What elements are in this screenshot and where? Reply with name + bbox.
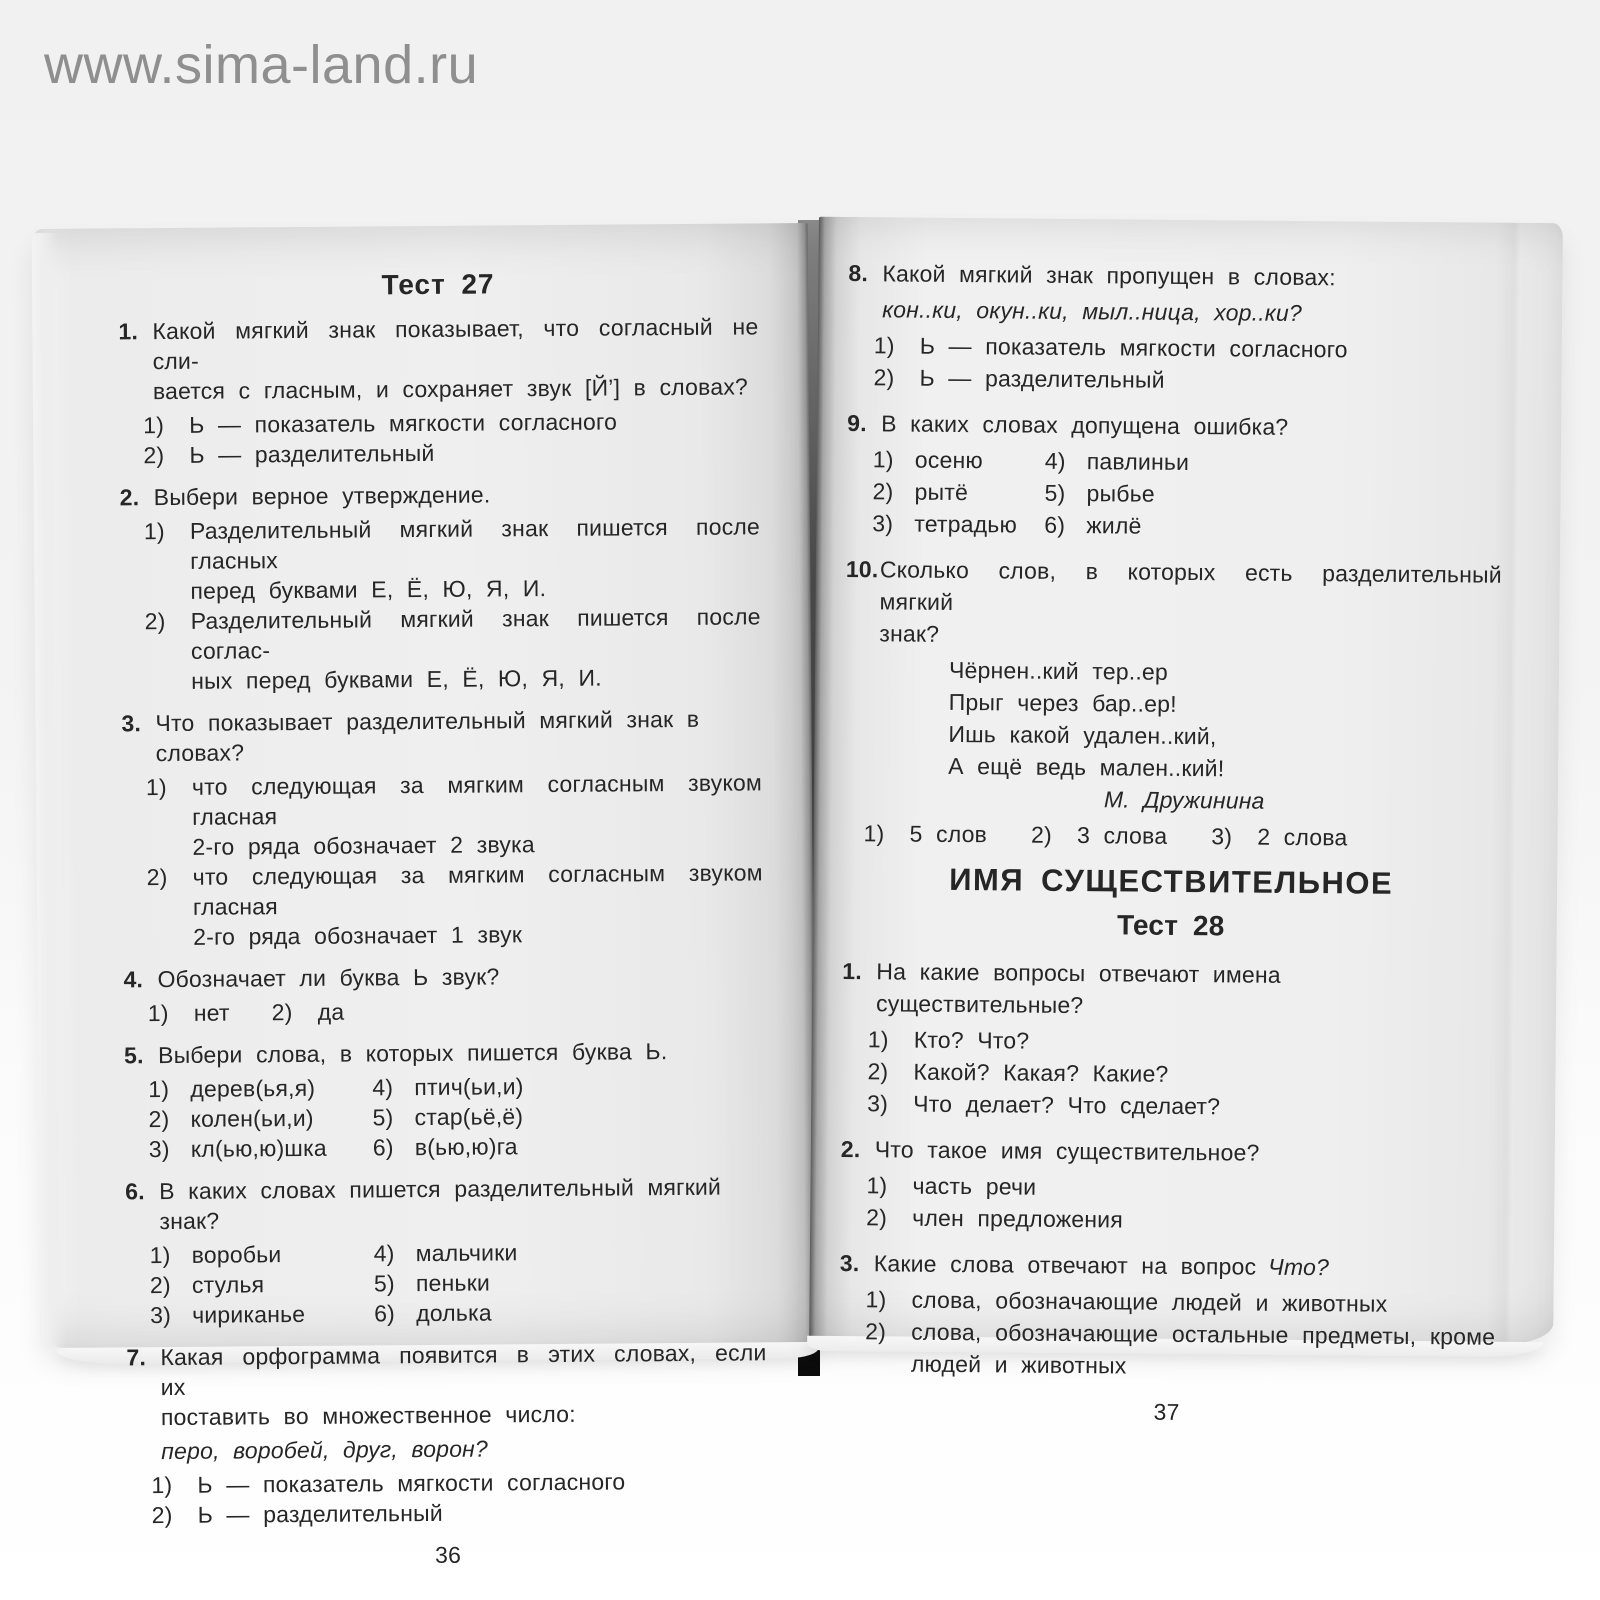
- answer-text: часть речи: [912, 1172, 1037, 1200]
- answer-item: [147, 857, 764, 952]
- answer-text-line: Разделительный мягкий знак пишется после соглас-: [190, 603, 761, 664]
- answer-text: кл(ью,ю)шка: [190, 1134, 327, 1162]
- answers: [120, 511, 761, 696]
- right-page: [809, 217, 1563, 1425]
- question-head: [123, 959, 763, 994]
- answer-marker: 1): [867, 1026, 889, 1053]
- answer-item: [867, 1087, 1497, 1124]
- answer-marker: 2): [149, 1272, 171, 1299]
- question-text: Выбери слова, в которых пишется буква Ь.: [157, 1038, 668, 1069]
- answer-text: колен(ьи,и): [190, 1104, 314, 1132]
- question-head: [847, 407, 1503, 445]
- answer-marker: 3): [867, 1090, 889, 1117]
- answer-marker: 1): [148, 1076, 170, 1103]
- question-number: 2.: [840, 1136, 861, 1163]
- answer-text-line: 2-го ряда обозначает 2 звука: [192, 831, 535, 860]
- poem-line: Прыг через бар..ер!: [948, 688, 1177, 717]
- answer-text: рытё: [914, 478, 969, 506]
- question-head: [126, 1337, 767, 1432]
- question-number: 5.: [123, 1042, 144, 1069]
- question-text: Обозначает ли буква Ь звук?: [157, 963, 500, 993]
- question-head: [845, 553, 1502, 655]
- answer-marker: 1): [865, 1286, 887, 1313]
- question-27-2: [120, 477, 762, 696]
- answer-marker: 4): [373, 1240, 395, 1267]
- answer-text: жилё: [1086, 512, 1142, 539]
- answer-marker: 1): [145, 774, 167, 801]
- question-text: [160, 1337, 767, 1432]
- answer-text-line: перед буквами Е, Ё, Ю, Я, И.: [190, 575, 547, 604]
- page-number-right: 37: [1153, 1398, 1180, 1425]
- question-text: В каких словах пишется разделительный мягкий знак?: [159, 1173, 722, 1235]
- answer-marker: 2): [148, 1106, 170, 1133]
- answer-text: Кто? Что?: [913, 1026, 1030, 1054]
- answer-text: стулья: [191, 1271, 265, 1298]
- question-number: 6.: [125, 1178, 145, 1205]
- page-number-left: 36: [434, 1541, 462, 1568]
- question-28-3: [839, 1247, 1496, 1385]
- answers-row: [843, 817, 1499, 855]
- answer-item: [151, 1465, 767, 1500]
- question-number: 4.: [123, 966, 144, 993]
- answers-columns: [846, 443, 1503, 545]
- question-text-line: поставить во множественное число:: [160, 1400, 576, 1431]
- question-head: [121, 703, 761, 768]
- answer-marker: 3): [872, 510, 894, 537]
- answer-item: [150, 1238, 374, 1270]
- question-27-1: [118, 311, 759, 470]
- answer-text: тетрадью: [914, 510, 1018, 538]
- answer-item: [148, 1102, 372, 1134]
- word-list-italic: кон..ки, окун..ки, мыл..ница, хор..ки?: [882, 296, 1303, 326]
- answer-item: [143, 435, 759, 470]
- question-text: Выбери верное утверждение.: [153, 481, 491, 511]
- answer-text: мальчики: [415, 1239, 518, 1267]
- answer-marker: 6): [372, 1134, 394, 1161]
- answer-text: осеню: [914, 446, 984, 474]
- answer-text-line: что следующая за мягким согласным звуком гласная: [192, 859, 763, 920]
- open-book: [36, 226, 1558, 1568]
- question-27-4: [123, 959, 763, 1028]
- answer-marker: 3): [148, 1136, 170, 1163]
- answer-text: Ь — показатель мягкости согласного: [189, 408, 618, 438]
- answer-text: член предложения: [912, 1204, 1124, 1233]
- answer-item: [372, 1071, 523, 1102]
- answer-marker: 2): [867, 1058, 889, 1085]
- poem-author: М. Дружинина: [1103, 786, 1265, 814]
- answer-text: рыбье: [1086, 480, 1155, 507]
- question-number: 10.: [845, 556, 879, 583]
- answer-marker: 2): [873, 364, 895, 391]
- answer-text: Ь — разделительный: [919, 364, 1165, 393]
- answer-text-line: людей и животных: [910, 1350, 1127, 1379]
- answer-item: [373, 1131, 524, 1162]
- answer-marker: 1): [863, 820, 885, 847]
- left-page: [32, 223, 817, 1568]
- answer-item: [374, 1267, 518, 1298]
- answer-item: [1044, 509, 1189, 542]
- answer-text-line: слова, обозначающие остальные предметы, кроме: [911, 1318, 1496, 1350]
- question-head: [842, 955, 1499, 1025]
- answer-item: [145, 601, 762, 696]
- answer-text: пеньки: [415, 1269, 491, 1297]
- question-head: [124, 1035, 764, 1070]
- question-text: В каких словах допущена ошибка?: [881, 410, 1289, 440]
- answer-text: Ь — разделительный: [197, 1499, 443, 1528]
- answer-marker: 2): [144, 608, 166, 635]
- section-title: ИМЯ СУЩЕСТВИТЕЛЬНОЕ: [949, 861, 1394, 901]
- question-text-part: Какие слова отвечают на вопрос: [873, 1250, 1257, 1280]
- answers: [127, 1465, 767, 1530]
- question-text-line: Какая орфограмма появится в этих словах, если их: [160, 1339, 767, 1401]
- question-head: [118, 311, 759, 406]
- left-page-content: [118, 267, 768, 1572]
- question-text-line: Какой мягкий знак показывает, что согласный не сли-: [152, 313, 759, 375]
- answers-row: [124, 993, 764, 1028]
- question-text-italic: Что?: [1268, 1253, 1330, 1281]
- question-text: Что такое имя существительное?: [874, 1136, 1260, 1166]
- answer-marker: 4): [372, 1074, 394, 1101]
- question-head: [125, 1171, 765, 1236]
- question-27-10: [843, 553, 1502, 855]
- answer-text: чириканье: [192, 1300, 306, 1328]
- answer-text-line: 2-го ряда обозначает 1 звук: [193, 921, 523, 950]
- answer-text: Ь — показатель мягкости согласного: [919, 332, 1348, 363]
- answers: [119, 405, 759, 470]
- answer-text: слова, обозначающие людей и животных: [911, 1286, 1388, 1317]
- answer-text: Ь — разделительный: [189, 439, 435, 468]
- answer-text: [192, 767, 763, 861]
- question-text-line: Сколько слов, в которых есть разделительный мягкий: [879, 556, 1502, 615]
- question-head: [848, 257, 1504, 295]
- answer-item: [144, 511, 761, 606]
- answer-item: [1211, 820, 1347, 853]
- answer-marker: 2): [1030, 821, 1053, 848]
- answer-text: 5 слов: [909, 820, 988, 848]
- question-text: [879, 553, 1502, 654]
- answer-marker: 1): [151, 1471, 173, 1499]
- question-head: [841, 1133, 1497, 1171]
- answer-text: Какой? Какая? Какие?: [913, 1058, 1169, 1087]
- answer-marker: 3): [150, 1302, 172, 1329]
- answer-marker: 4): [1044, 447, 1066, 474]
- test-27-title: Тест 27: [381, 268, 495, 301]
- answer-item: [150, 1298, 374, 1330]
- answer-text: [190, 511, 761, 605]
- answer-item: [863, 817, 987, 850]
- question-text: Какой мягкий знак пропущен в словах:: [882, 260, 1336, 291]
- answer-marker: 6): [374, 1300, 396, 1327]
- answer-item: [374, 1297, 518, 1328]
- answer-text: [191, 601, 762, 695]
- answer-marker: 1): [143, 412, 165, 439]
- answer-text: Ь — показатель мягкости согласного: [197, 1468, 626, 1498]
- answer-marker: 2): [143, 442, 165, 469]
- answers: [847, 329, 1504, 399]
- question-head: [840, 1247, 1496, 1285]
- answer-marker: 2): [872, 478, 894, 505]
- right-page-content: [838, 257, 1504, 1431]
- question-text: На какие вопросы отвечают имена существительные?: [875, 958, 1281, 1019]
- answers-columns: [124, 1069, 765, 1164]
- answer-marker: 2): [865, 1318, 887, 1345]
- question-28-2: [840, 1133, 1497, 1239]
- answer-text-line: что следующая за мягким согласным звуком гласная: [191, 769, 763, 830]
- answer-item: [873, 443, 1045, 476]
- answer-marker: 5): [1044, 479, 1066, 506]
- answer-item: [1031, 819, 1167, 852]
- poem: [948, 654, 1501, 787]
- answer-item: [272, 997, 345, 1028]
- answers: [839, 1283, 1496, 1385]
- question-text: Что показывает разделительный мягкий знак в словах?: [155, 705, 700, 767]
- answer-item: [374, 1237, 518, 1268]
- poem-line: А ещё ведь мален..кий!: [948, 752, 1225, 782]
- answer-item: [146, 767, 763, 862]
- poem-line: Ишь какой удален..кий,: [948, 720, 1217, 750]
- answer-text: павлиньи: [1086, 448, 1190, 476]
- answer-text: дерев(ья,я): [190, 1074, 316, 1102]
- answer-text: [911, 1316, 1496, 1385]
- answer-marker: 5): [372, 1104, 394, 1131]
- answer-item: [872, 475, 1044, 508]
- answer-text: 3 слова: [1076, 822, 1168, 849]
- question-text: [874, 1247, 1496, 1284]
- answer-text: [193, 857, 764, 951]
- question-text: [152, 311, 759, 406]
- answer-text: воробьи: [191, 1241, 282, 1268]
- question-number: 2.: [119, 484, 140, 511]
- answer-item: [143, 405, 759, 440]
- answer-marker: 2): [151, 1501, 173, 1529]
- answer-text-line: Разделительный мягкий знак пишется после гласных: [189, 513, 761, 574]
- poem-line: Чёрнен..кий тер..ер: [948, 656, 1169, 685]
- answer-item: [873, 361, 1503, 398]
- question-number: 7.: [126, 1344, 147, 1371]
- answer-item: [372, 1101, 523, 1132]
- answer-text: в(ью,ю)га: [414, 1133, 518, 1161]
- word-list-italic: перо, воробей, друг, ворон?: [161, 1435, 489, 1465]
- answer-marker: 1): [866, 1172, 888, 1199]
- answer-item: [865, 1315, 1496, 1384]
- answers-columns: [126, 1235, 767, 1330]
- question-head: [120, 477, 760, 512]
- question-27-3: [121, 703, 763, 952]
- answer-marker: 1): [149, 1242, 171, 1269]
- question-28-1: [841, 955, 1498, 1125]
- question-27-7: [126, 1337, 767, 1530]
- answer-item: [148, 998, 230, 1029]
- answer-marker: 1): [147, 1000, 169, 1027]
- question-27-6: [125, 1171, 766, 1330]
- answer-text-line: ных перед буквами Е, Ё, Ю, Я, И.: [191, 664, 602, 694]
- answer-marker: 2): [146, 864, 168, 891]
- question-number: 1.: [118, 318, 139, 345]
- question-text-line: вается с гласным, и сохраняет звук [Й’] в словах?: [152, 373, 749, 405]
- answer-item: [1045, 445, 1190, 478]
- answers: [840, 1169, 1497, 1239]
- question-number: 8.: [848, 260, 869, 287]
- answer-item: [148, 1072, 372, 1104]
- test-28-title: Тест 28: [1116, 909, 1225, 942]
- answer-text: Что делает? Что сделает?: [913, 1090, 1221, 1120]
- answer-marker: 5): [373, 1270, 395, 1297]
- answer-marker: 1): [143, 518, 165, 545]
- answer-marker: 2): [271, 999, 293, 1026]
- answer-item: [1044, 477, 1189, 510]
- question-number: 1.: [842, 958, 863, 985]
- answer-item: [866, 1201, 1496, 1238]
- question-text-line: знак?: [879, 620, 940, 647]
- question-number: 3.: [121, 710, 142, 737]
- answer-text: нет: [193, 999, 230, 1026]
- answer-text: да: [317, 998, 345, 1025]
- answer-marker: 6): [1044, 511, 1066, 538]
- answer-marker: 3): [1211, 823, 1233, 850]
- question-27-8: [847, 257, 1504, 399]
- answer-item: [152, 1495, 768, 1530]
- answer-text: 2 слова: [1257, 823, 1348, 851]
- answer-marker: 1): [873, 332, 895, 359]
- answers: [841, 1023, 1498, 1125]
- question-number: 3.: [839, 1249, 860, 1277]
- answer-marker: 2): [866, 1204, 888, 1231]
- answer-text: птич(ьи,и): [414, 1073, 524, 1101]
- question-27-9: [846, 407, 1503, 545]
- answer-item: [150, 1268, 374, 1300]
- answer-marker: 1): [872, 446, 894, 473]
- watermark-text: www.sima-land.ru: [44, 35, 479, 95]
- question-27-5: [124, 1035, 765, 1164]
- answer-text: долька: [416, 1299, 492, 1327]
- answers: [122, 767, 763, 952]
- answer-item: [149, 1132, 373, 1164]
- question-number: 9.: [847, 410, 867, 437]
- answer-item: [872, 507, 1044, 540]
- answer-text: стар(ьё,ё): [414, 1103, 524, 1131]
